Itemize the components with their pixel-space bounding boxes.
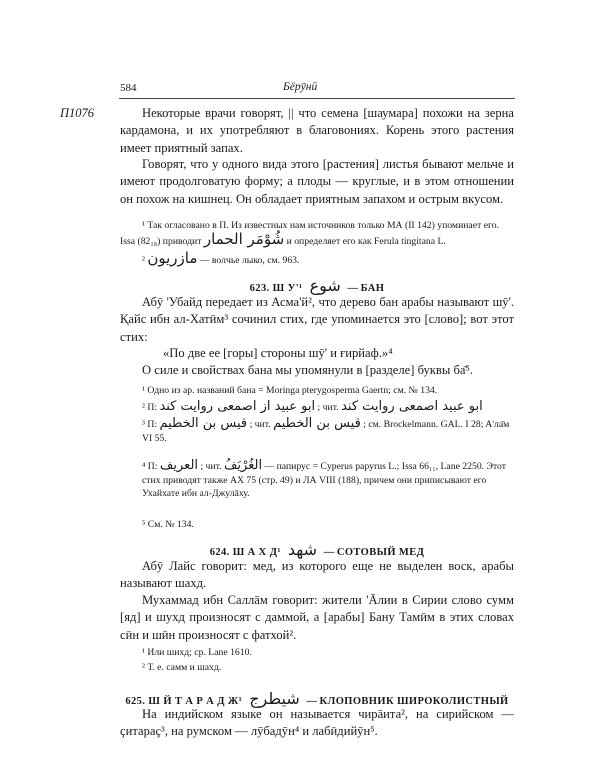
entry-623-heading-arabic: شوع [309, 276, 341, 295]
entry-624-paragraph-2: Мухаммад ибн Саллāм говорит: жители 'Āлии в Сирии слово сумм [яд] и шухд произносят с даммой, а [арабы] Бану Тамӣм в этих словах сӣн и шӣн произносят с фатхой². [120, 593, 514, 642]
entry-625-heading-right: — КЛОПОВНИК ШИРОКОЛИСТНЫЙ [306, 696, 509, 707]
entry-623-heading [120, 276, 514, 295]
entry-623-footnote-3-text: ; см. Brockelmann. GAL. I 28; A'ла̄м VI 55. [142, 419, 510, 444]
entry-623-footnote-3-arabic-2: قيس بن الخطيم [273, 416, 361, 431]
header-rule [119, 98, 515, 99]
entry-623-footnote-1: ¹ Одно из ар. названий бана = Moringa pterygosperma Gaertn; см. № 134. [142, 385, 438, 396]
entry-623-footnote-3-arabic-1: قيس بن الخطيم [159, 416, 248, 431]
entry-625-heading-arabic: شيطرج [249, 689, 300, 708]
entry-624-heading-arabic: شهد [287, 540, 318, 559]
intro-footnote-2-text: — волчье лыко, см. 963. [199, 255, 300, 266]
entry-624-paragraph-1: Абӯ Лайс говорит: мед, из которого еще не выделен воск, арабы называют шахд. [120, 559, 514, 591]
entry-624-heading-right: — СОТОВЫЙ МЕД [323, 547, 425, 558]
entry-623-heading-right: — БАН [347, 283, 385, 294]
intro-footnote-2-num: ² [142, 255, 145, 266]
entry-623-footnote-4 [142, 459, 514, 501]
entry-624-footnote-2: ² Т. е. самм и шахд. [142, 662, 222, 673]
entry-624-footnote-1: ¹ Или шихд; ср. Lane 1610. [142, 647, 252, 658]
entry-625-paragraph-1: На индийском языке он называется чирāита², на сирийском — ҫитараҫ³, на румском — лӯбадӯн⁴ и лабӣдийӯн⁵. [120, 707, 514, 739]
entry-623-footnote-4-arabic-2: الغُرْيَفُ [223, 458, 263, 473]
entry-623-footnote-2-mid: ; чит. [317, 402, 339, 413]
intro-footnote-2-arabic: مازريون [147, 249, 198, 267]
intro-footnote-1-text-b: и определяет его как Ferula tingitana L. [286, 235, 446, 247]
entry-623-paragraph-1: Абӯ 'Убайд передает из Асма'й², что дерево бан арабы называют шӯ'. Қайс ибн ал-Хатӣм³ сочинил стих, где упоминается это [слово]; вот этот стих: [120, 295, 514, 344]
intro-footnote-1-text-a: ¹ Так огласовано в П. Из известных нам источников только МА (II 142) упоминает его. Issa (82₁₈) приводит [120, 220, 499, 247]
entry-623-footnote-2-arabic-2: ابو عبيد اصمعى روايت كند [341, 399, 483, 414]
intro-paragraph-2: Говорят, что у одного вида этого [растения] листья бывают мельче и имеют продолговатую форму; а плоды — круглые, и в этом отношении он похож на кишнец. Он обладает приятным запахом и острым вкусом. [120, 157, 514, 206]
intro-paragraph-1: Некоторые врачи говорят, || что семена [шаумара] похожи на зерна кардамона, и их употребляют в благовониях. Корень этого растения имеет приятный запах. [120, 106, 514, 155]
entry-623-footnote-4-label: ⁴ П: [142, 461, 158, 472]
entry-625-heading-left: 625. Ш Й Т А Р А Д Ж¹ [125, 696, 243, 707]
entry-623-footnote-3 [142, 417, 514, 445]
entry-623-footnote-4-mid: ; чит. [200, 461, 222, 472]
entry-624-heading-left: 624. Ш А Х Д¹ [209, 547, 281, 558]
entry-623-footnote-3-mid: ; чит. [249, 419, 271, 430]
entry-623-footnote-4-text: — папирус = Cyperus papyrus L.; Issa 66₁₁, Lane 2250. Этот стих приводят также АХ 75 (стр. 49) и ЛА VIII (188), причем они приписывают его Ухайхате ибн ал-Джулāху. [142, 461, 506, 499]
intro-footnote-1 [120, 219, 514, 248]
intro-footnote-2 [142, 249, 514, 268]
entry-623-footnote-2-arabic-1: ابو عبيد از اصمعى روايت كند [159, 399, 316, 414]
running-title: Бёрӯнӣ [283, 81, 318, 93]
entry-623-footnote-2-label: ² П: [142, 402, 158, 413]
entry-623-footnote-4-arabic-1: العريف [159, 458, 199, 473]
entry-623-paragraph-2: О силе и свойствах бана мы упомянули в [разделе] буквы ба̄⁵. [142, 363, 474, 377]
entry-623-footnote-3-label: ³ П: [142, 419, 158, 430]
margin-note: П1076 [60, 106, 95, 120]
entry-624-heading [120, 540, 514, 559]
page-number: 584 [120, 82, 137, 94]
intro-footnote-1-arabic: شُوْمَر الحمار [203, 229, 285, 248]
entry-623-quote: «По две ее [горы] стороны шӯ' и ғирйаф.»⁴ [163, 346, 393, 360]
entry-623-footnote-5: ⁵ См. № 134. [142, 519, 194, 530]
entry-623-heading-left: 623. Ш У'¹ [249, 283, 303, 294]
entry-623-footnote-2 [142, 400, 514, 415]
